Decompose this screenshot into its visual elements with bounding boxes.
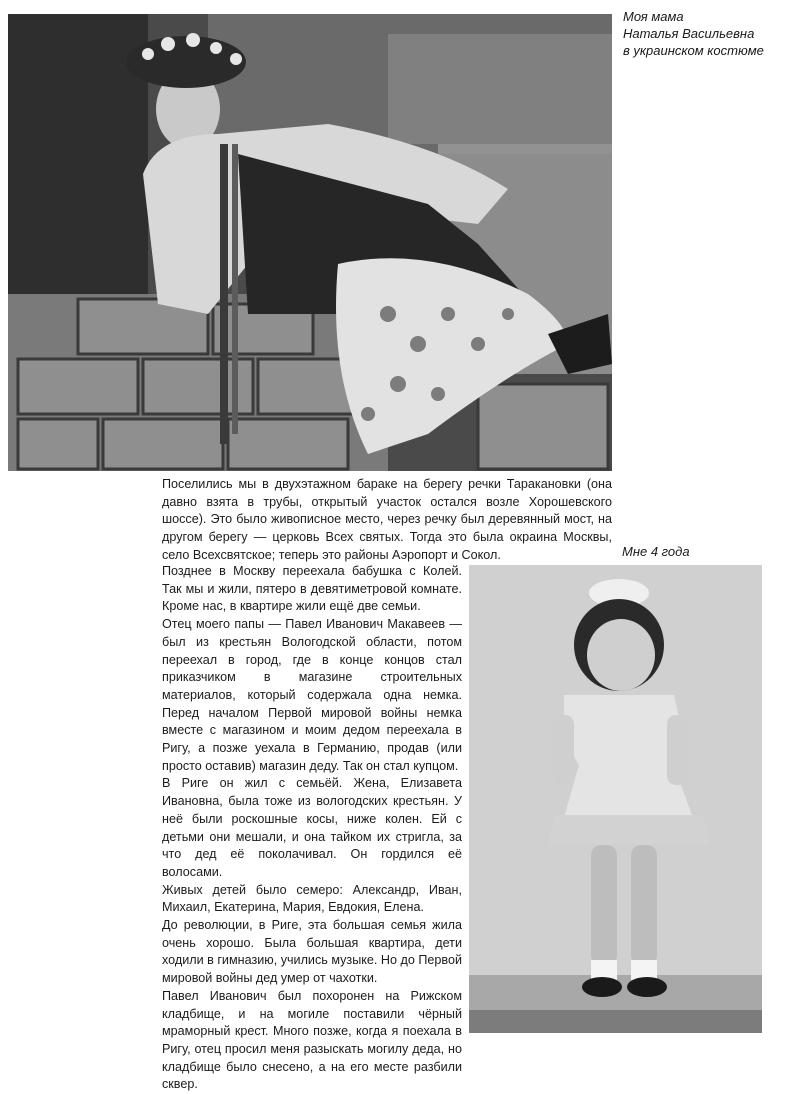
text-column bbox=[162, 563, 462, 1094]
intro-paragraph bbox=[162, 476, 612, 565]
caption-mother-line-2: Наталья Васильевна bbox=[623, 26, 755, 41]
paragraph-children: Живых детей было семеро: Александр, Иван, Михаил, Екатерина, Мария, Евдокия, Елена. bbox=[162, 882, 462, 915]
intro-text: Поселились мы в двухэтажном бараке на берегу речки Таракановки (она давно взята в трубы, открытый участок остался возле Хорошевского шоссе). Это было живописное место, через речку был деревянный мост, на другом берегу — церковь Всех святых. Тогда это была окраина Москвы, село Всехсвятское; теперь это районы Аэропорт и Сокол. bbox=[162, 477, 612, 562]
photo-mother-image bbox=[8, 14, 612, 471]
paragraph-grandmother: Позднее в Москву переехала бабушка с Колей. Так мы и жили, пятеро в девятиметровой комнате. Кроме нас, в квартире жили ещё две семьи. bbox=[162, 564, 462, 614]
photo-child-age-four bbox=[469, 565, 762, 1033]
paragraph-grandfather: Отец моего папы — Павел Иванович Макавеев — был из крестьян Вологодской области, потом переехал в город, где в конце концов стал приказчиком в магазине строительных материалов, который содержала одна немка. Перед началом Первой мировой войны немка вместе с магазином и моим дедом переехала в Ригу, а позже уехала в Германию, продав (или просто оставив) магазин деду. Так он стал купцом. bbox=[162, 617, 462, 773]
paragraph-cemetery: Павел Иванович был похоронен на Рижском кладбище, и на могиле поставили чёрный мраморный крест. Много позже, когда я поехала в Ригу, отец просил меня разыскать могилу деда, но кладбище было снесено, а на его месте разбили сквер. bbox=[162, 988, 462, 1092]
photo-mother-ukrainian-costume bbox=[8, 14, 612, 471]
caption-mother-line-1: Моя мама bbox=[623, 9, 684, 24]
paragraph-before-revolution: До революции, в Риге, эта большая семья жила очень хорошо. Была большая квартира, дети ходили в гимназию, учились музыке. Но до Первой мировой войны дед умер от чахотки. bbox=[162, 918, 462, 986]
caption-mother-line-3: в украинском костюме bbox=[623, 43, 764, 58]
caption-mother bbox=[623, 8, 783, 59]
paragraph-riga-family: В Риге он жил с семьёй. Жена, Елизавета Ивановна, была тоже из вологодских крестьян. У неё были роскошные косы, ниже колен. Ей с детьми они мешали, и она тайком их стригла, за что дед её поколачивал. Он гордился её волосами. bbox=[162, 776, 462, 879]
caption-child: Мне 4 года bbox=[622, 544, 690, 559]
photo-child-image bbox=[469, 565, 762, 1033]
